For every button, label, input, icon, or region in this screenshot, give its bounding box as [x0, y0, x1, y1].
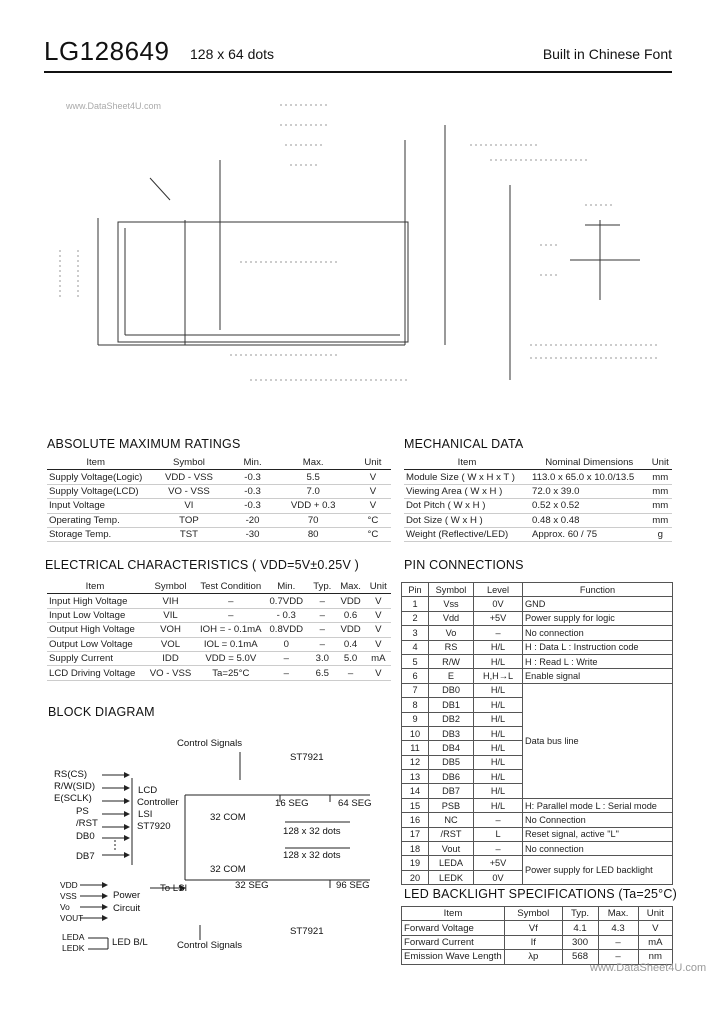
- block-driver-bottom: ST7921: [290, 926, 324, 937]
- abs-max-header-min: Min.: [234, 456, 272, 470]
- table-row: [47, 470, 391, 484]
- pin-cell: Vss: [429, 597, 474, 611]
- pin-cell: No connection: [523, 626, 673, 640]
- block-signal-e: E(SCLK): [54, 793, 92, 804]
- pin-cell: +5V: [474, 611, 523, 625]
- model-number: LG128649: [44, 36, 170, 66]
- abs-max-cell: -0.3: [234, 484, 272, 498]
- pin-cell: Power supply for logic: [523, 611, 673, 625]
- block-diagram: [40, 730, 390, 970]
- elec-cell: 0.4: [336, 637, 366, 651]
- pin-cell: Enable signal: [523, 669, 673, 683]
- block-seg-top-right: 64 SEG: [338, 798, 372, 809]
- mech-cell: Approx. 60 / 75: [530, 527, 649, 541]
- block-led-label: LED B/L: [112, 937, 148, 948]
- abs-max-cell: -0.3: [234, 499, 272, 513]
- elec-cell: IOL = 0.1mA: [198, 637, 264, 651]
- elec-cell: Output Low Voltage: [47, 637, 143, 651]
- table-row: [47, 608, 391, 622]
- block-panel-top: 128 x 32 dots: [283, 826, 341, 837]
- table-row: [402, 921, 673, 935]
- bl-cell: 300: [562, 935, 598, 949]
- block-controller-1: LCD: [138, 785, 158, 796]
- pin-cell: 20: [402, 870, 429, 884]
- table-row: [47, 623, 391, 637]
- pin-cell: LEDK: [429, 870, 474, 884]
- pin-cell: DB4: [429, 741, 474, 755]
- elec-cell: VIL: [143, 608, 198, 622]
- pin-header-function: Function: [523, 583, 673, 597]
- block-power-circuit-1: Power: [113, 890, 141, 901]
- pin-cell: 0V: [474, 870, 523, 884]
- elec-cell: –: [309, 637, 336, 651]
- elec-cell: VOH: [143, 623, 198, 637]
- pin-cell: 2: [402, 611, 429, 625]
- pin-cell: H/L: [474, 712, 523, 726]
- mech-header-item: Item: [404, 456, 530, 470]
- abs-max-table: [47, 456, 391, 542]
- abs-max-cell: °C: [355, 513, 391, 527]
- elec-cell: –: [198, 594, 264, 608]
- block-power-circuit-2: Circuit: [113, 903, 141, 914]
- table-row: [47, 594, 391, 608]
- pin-cell: No connection: [523, 842, 673, 856]
- abs-max-cell: V: [355, 484, 391, 498]
- mech-cell: 0.52 x 0.52: [530, 499, 649, 513]
- elec-cell: 0.6: [336, 608, 366, 622]
- block-controller-4: ST7920: [137, 821, 171, 832]
- elec-cell: V: [366, 623, 391, 637]
- block-seg-top-left: 16 SEG: [275, 798, 309, 809]
- abs-max-cell: 70: [272, 513, 355, 527]
- abs-max-cell: VDD + 0.3: [272, 499, 355, 513]
- abs-max-title: ABSOLUTE MAXIMUM RATINGS: [47, 437, 241, 451]
- elec-header-unit: Unit: [366, 580, 391, 594]
- table-row: [47, 513, 391, 527]
- pin-cell: H/L: [474, 683, 523, 697]
- pin-cell: H/L: [474, 755, 523, 769]
- mech-header-dim: Nominal Dimensions: [530, 456, 649, 470]
- abs-max-cell: Input Voltage: [47, 499, 144, 513]
- block-panel-bottom: 128 x 32 dots: [283, 850, 341, 861]
- pins-title: PIN CONNECTIONS: [404, 558, 524, 572]
- bl-header-symbol: Symbol: [505, 907, 563, 921]
- pin-cell: –: [474, 626, 523, 640]
- resolution-label: 128 x 64 dots: [190, 46, 275, 62]
- elec-cell: Supply Current: [47, 651, 143, 665]
- pin-cell: DB6: [429, 770, 474, 784]
- pin-cell: 13: [402, 770, 429, 784]
- table-row: [402, 669, 673, 683]
- elec-cell: 0.7VDD: [264, 594, 309, 608]
- pin-cell: H/L: [474, 726, 523, 740]
- elec-cell: V: [366, 594, 391, 608]
- bl-cell: Emission Wave Length: [402, 950, 505, 964]
- abs-max-cell: V: [355, 470, 391, 484]
- bl-cell: Forward Voltage: [402, 921, 505, 935]
- pin-cell: Vout: [429, 842, 474, 856]
- table-row: [402, 842, 673, 856]
- pin-cell: 17: [402, 827, 429, 841]
- pin-cell: DB2: [429, 712, 474, 726]
- block-com-bottom: 32 COM: [210, 864, 246, 875]
- bl-cell: 4.3: [598, 921, 638, 935]
- elec-cell: - 0.3: [264, 608, 309, 622]
- pin-cell: H : Data L : Instruction code: [523, 640, 673, 654]
- pin-cell: H/L: [474, 654, 523, 668]
- pin-cell: DB3: [429, 726, 474, 740]
- bl-header-max: Max.: [598, 907, 638, 921]
- abs-max-cell: Storage Temp.: [47, 527, 144, 541]
- abs-max-cell: TST: [144, 527, 233, 541]
- electrical-title: ELECTRICAL CHARACTERISTICS ( VDD=5V±0.25V ): [45, 558, 360, 572]
- pin-cell: 15: [402, 798, 429, 812]
- elec-cell: 5.0: [336, 651, 366, 665]
- block-control-top: Control Signals: [177, 738, 243, 749]
- abs-max-cell: 5.5: [272, 470, 355, 484]
- bl-cell: λp: [505, 950, 563, 964]
- mech-cell: Dot Size ( W x H ): [404, 513, 530, 527]
- pin-cell: H/L: [474, 640, 523, 654]
- abs-max-cell: °C: [355, 527, 391, 541]
- elec-cell: –: [264, 666, 309, 680]
- abs-max-header-max: Max.: [272, 456, 355, 470]
- abs-max-cell: -30: [234, 527, 272, 541]
- elec-cell: Input High Voltage: [47, 594, 143, 608]
- table-row: [47, 666, 391, 680]
- bl-cell: nm: [638, 950, 672, 964]
- bl-header-item: Item: [402, 907, 505, 921]
- block-control-bottom: Control Signals: [177, 940, 243, 951]
- abs-max-cell: -0.3: [234, 470, 272, 484]
- elec-cell: –: [309, 623, 336, 637]
- block-signal-rs: RS(CS): [54, 769, 88, 780]
- table-row: [402, 827, 673, 841]
- table-row: [402, 683, 673, 697]
- elec-cell: 0: [264, 637, 309, 651]
- pin-cell: 6: [402, 669, 429, 683]
- block-driver-top: ST7921: [290, 752, 324, 763]
- abs-max-cell: V: [355, 499, 391, 513]
- pin-cell: 5: [402, 654, 429, 668]
- block-led-k: LEDK: [62, 943, 85, 953]
- abs-max-cell: 80: [272, 527, 355, 541]
- abs-max-cell: VO - VSS: [144, 484, 233, 498]
- block-signal-ps: PS: [76, 806, 89, 817]
- table-row: [47, 484, 391, 498]
- pin-cell: 16: [402, 813, 429, 827]
- table-row: [402, 813, 673, 827]
- block-seg-bot-right: 96 SEG: [336, 880, 370, 891]
- table-row: [402, 798, 673, 812]
- pin-cell: 19: [402, 856, 429, 870]
- pin-led-power-cell: Power supply for LED backlight: [523, 856, 673, 885]
- table-row: [402, 856, 673, 870]
- pin-cell: 10: [402, 726, 429, 740]
- mech-cell: Weight (Reflective/LED): [404, 527, 530, 541]
- pin-cell: –: [474, 813, 523, 827]
- elec-cell: V: [366, 608, 391, 622]
- pin-cell: 12: [402, 755, 429, 769]
- pin-cell: R/W: [429, 654, 474, 668]
- pin-cell: 7: [402, 683, 429, 697]
- abs-max-cell: -20: [234, 513, 272, 527]
- block-com-top: 32 COM: [210, 812, 246, 823]
- elec-cell: VDD: [336, 594, 366, 608]
- table-row: [402, 597, 673, 611]
- elec-header-item: Item: [47, 580, 143, 594]
- pin-cell: 8: [402, 698, 429, 712]
- table-row: [404, 470, 672, 484]
- abs-max-cell: TOP: [144, 513, 233, 527]
- pin-cell: Vo: [429, 626, 474, 640]
- block-led-a: LEDA: [62, 932, 85, 942]
- pins-table: [401, 582, 673, 885]
- pin-cell: H/L: [474, 698, 523, 712]
- pin-cell: LEDA: [429, 856, 474, 870]
- pin-cell: L: [474, 827, 523, 841]
- pin-header-level: Level: [474, 583, 523, 597]
- pin-header-symbol: Symbol: [429, 583, 474, 597]
- bl-cell: 4.1: [562, 921, 598, 935]
- pin-cell: Reset signal, active "L": [523, 827, 673, 841]
- elec-cell: VDD: [336, 623, 366, 637]
- bl-cell: 568: [562, 950, 598, 964]
- table-row: [404, 484, 672, 498]
- block-signal-db0: DB0: [76, 831, 95, 842]
- abs-max-header-symbol: Symbol: [144, 456, 233, 470]
- electrical-table: [47, 580, 391, 681]
- pin-cell: H/L: [474, 741, 523, 755]
- bl-cell: If: [505, 935, 563, 949]
- table-row: [404, 499, 672, 513]
- elec-cell: V: [366, 637, 391, 651]
- block-power-vdd: VDD: [60, 880, 78, 890]
- mech-cell: 72.0 x 39.0: [530, 484, 649, 498]
- abs-max-cell: Supply Voltage(LCD): [47, 484, 144, 498]
- table-row: [402, 611, 673, 625]
- table-row: [402, 654, 673, 668]
- elec-cell: LCD Driving Voltage: [47, 666, 143, 680]
- abs-max-cell: 7.0: [272, 484, 355, 498]
- mech-cell: 113.0 x 65.0 x 10.0/13.5: [530, 470, 649, 484]
- table-row: [402, 935, 673, 949]
- pin-cell: 14: [402, 784, 429, 798]
- elec-header-symbol: Symbol: [143, 580, 198, 594]
- pin-cell: DB0: [429, 683, 474, 697]
- pin-cell: /RST: [429, 827, 474, 841]
- block-power-vo: Vo: [60, 902, 70, 912]
- pin-cell: DB1: [429, 698, 474, 712]
- block-to-lsi: To LSI: [160, 883, 188, 894]
- mechanical-title: MECHANICAL DATA: [404, 437, 524, 451]
- block-signal-db7: DB7: [76, 851, 95, 862]
- pin-cell: 0V: [474, 597, 523, 611]
- table-row: [47, 527, 391, 541]
- backlight-title: LED BACKLIGHT SPECIFICATIONS (Ta=25°C): [404, 887, 677, 901]
- elec-cell: VDD = 5.0V: [198, 651, 264, 665]
- pin-cell: 11: [402, 741, 429, 755]
- pin-cell: DB7: [429, 784, 474, 798]
- pin-cell: H : Read L : Write: [523, 654, 673, 668]
- mech-cell: mm: [648, 470, 672, 484]
- table-row: [47, 499, 391, 513]
- bl-cell: Vf: [505, 921, 563, 935]
- pin-cell: DB5: [429, 755, 474, 769]
- table-row: [404, 527, 672, 541]
- pin-cell: H/L: [474, 770, 523, 784]
- pin-cell: H: Parallel mode L : Serial mode: [523, 798, 673, 812]
- elec-cell: 6.5: [309, 666, 336, 680]
- elec-header-min: Min.: [264, 580, 309, 594]
- block-power-vss: VSS: [60, 891, 77, 901]
- mech-cell: mm: [648, 499, 672, 513]
- table-row: [402, 640, 673, 654]
- block-title: BLOCK DIAGRAM: [48, 705, 155, 719]
- elec-cell: –: [264, 651, 309, 665]
- pin-cell: –: [474, 842, 523, 856]
- elec-cell: mA: [366, 651, 391, 665]
- bl-cell: mA: [638, 935, 672, 949]
- mech-cell: Viewing Area ( W x H ): [404, 484, 530, 498]
- pin-cell: H/L: [474, 798, 523, 812]
- pin-cell: H/L: [474, 784, 523, 798]
- abs-max-cell: VI: [144, 499, 233, 513]
- watermark-top: www.DataSheet4U.com: [66, 101, 162, 111]
- bl-header-typ: Typ.: [562, 907, 598, 921]
- pin-cell: Vdd: [429, 611, 474, 625]
- elec-cell: VOL: [143, 637, 198, 651]
- pin-cell: H,H→L: [474, 669, 523, 683]
- mech-cell: 0.48 x 0.48: [530, 513, 649, 527]
- table-row: [402, 626, 673, 640]
- elec-header-max: Max.: [336, 580, 366, 594]
- elec-cell: –: [309, 608, 336, 622]
- elec-header-cond: Test Condition: [198, 580, 264, 594]
- bl-cell: –: [598, 950, 638, 964]
- mech-cell: g: [648, 527, 672, 541]
- elec-cell: IOH = - 0.1mA: [200, 624, 262, 636]
- pin-cell: 18: [402, 842, 429, 856]
- abs-max-header-unit: Unit: [355, 456, 391, 470]
- table-row: [47, 637, 391, 651]
- abs-max-cell: Supply Voltage(Logic): [49, 471, 143, 483]
- elec-cell: Output High Voltage: [47, 623, 143, 637]
- pin-databus-cell: Data bus line: [523, 683, 673, 798]
- elec-cell: –: [198, 608, 264, 622]
- pin-cell: PSB: [429, 798, 474, 812]
- elec-cell: –: [336, 666, 366, 680]
- elec-cell: V: [366, 666, 391, 680]
- block-controller-3: LSI: [138, 809, 153, 820]
- mech-header-unit: Unit: [648, 456, 672, 470]
- mech-cell: mm: [648, 513, 672, 527]
- elec-cell: VO - VSS: [143, 666, 198, 680]
- elec-cell: Input Low Voltage: [47, 608, 143, 622]
- elec-cell: 0.8VDD: [264, 623, 309, 637]
- pin-cell: 9: [402, 712, 429, 726]
- block-power-vout: VOUT: [60, 913, 84, 923]
- abs-max-header-item: Item: [47, 456, 144, 470]
- backlight-table: [401, 906, 673, 965]
- mech-cell: Module Size ( W x H x T ): [404, 470, 530, 484]
- pin-cell: No Connection: [523, 813, 673, 827]
- block-seg-bot-left: 32 SEG: [235, 880, 269, 891]
- elec-cell: –: [309, 594, 336, 608]
- mech-cell: mm: [648, 484, 672, 498]
- block-controller-2: Controller: [137, 797, 179, 808]
- elec-cell: IDD: [143, 651, 198, 665]
- pin-cell: 3: [402, 626, 429, 640]
- abs-max-cell: Operating Temp.: [47, 513, 144, 527]
- elec-cell: Ta=25°C: [198, 666, 264, 680]
- pin-cell: 4: [402, 640, 429, 654]
- bl-header-unit: Unit: [638, 907, 672, 921]
- table-row: [47, 651, 391, 665]
- elec-cell: VIH: [143, 594, 198, 608]
- abs-max-cell: VDD - VSS: [144, 470, 233, 484]
- bl-cell: –: [598, 935, 638, 949]
- bl-cell: V: [638, 921, 672, 935]
- pin-cell: NC: [429, 813, 474, 827]
- pin-header-pin: Pin: [402, 583, 429, 597]
- mechanical-table: [404, 456, 672, 542]
- watermark-bottom: www.DataSheet4U.com: [590, 962, 707, 974]
- dimension-drawing: [0, 0, 720, 420]
- feature-label: Built in Chinese Font: [542, 46, 672, 62]
- block-signal-rw: R/W(SID): [54, 781, 96, 792]
- pin-cell: GND: [523, 597, 673, 611]
- elec-header-typ: Typ.: [309, 580, 336, 594]
- pin-cell: E: [429, 669, 474, 683]
- mech-cell: Dot Pitch ( W x H ): [404, 499, 530, 513]
- table-row: [404, 513, 672, 527]
- block-signal-rst: /RST: [76, 818, 98, 829]
- pin-cell: 1: [402, 597, 429, 611]
- bl-cell: Forward Current: [402, 935, 505, 949]
- elec-cell: 3.0: [309, 651, 336, 665]
- pin-cell: RS: [429, 640, 474, 654]
- pin-cell: +5V: [474, 856, 523, 870]
